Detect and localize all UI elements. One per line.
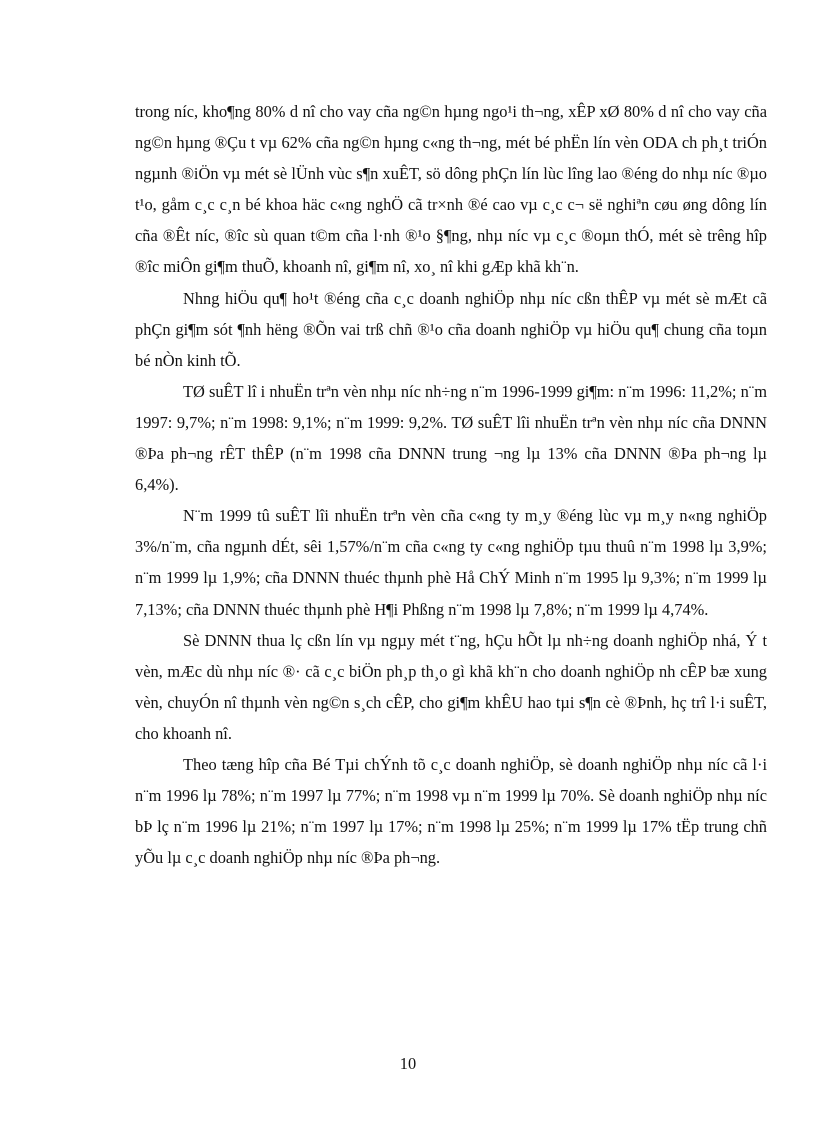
paragraph: trong níc, kho¶ng 80% d nî cho vay cña ng©n hµng ngo¹i th¬ng, xÊP xØ 80% d nî cho vay cña ng©n hµng ®Çu t vµ 62% cña ng©n hµng c«ng th¬ng, mét bé phËn lín vèn ODA ch ph¸t triÓn ngµnh ®iÖn vµ mét sè lÜnh vùc s¶n xuÊT, sö dông phÇn lín lùc lîng lao ®éng do nhµ níc ®µo t¹o, gåm c¸c c¸n bé khoa häc c«ng nghÖ cã tr×nh ®é cao vµ c¸c c¬ së nghiªn cøu øng dông lín cña ®Êt níc, ®îc sù quan t©m cña l·nh ®¹o §¶ng, nhµ níc vµ c¸c ®oµn thÓ, mét sè trêng hîp ®îc miÔn gi¶m thuÕ, khoanh nî, gi¶m nî, xo¸ nî khi gÆp khã kh¨n. bbox=[135, 102, 767, 277]
body-text bbox=[135, 96, 767, 873]
paragraph: TØ suÊT lî i nhuËn trªn vèn nhµ níc nh÷ng n¨m 1996-1999 gi¶m: n¨m 1996: 11,2%; n¨m 1997: 9,7%; n¨m 1998: 9,1%; n¨m 1999: 9,2%. TØ suÊT lîi nhuËn trªn vèn nhµ níc cña DNNN ®Þa ph¬ng rÊT thÊP (n¨m 1998 cña DNNN trung ¬ng lµ 13% cña DNNN ®Þa ph¬ng lµ 6,4%). bbox=[135, 381, 767, 495]
page-number: 10 bbox=[399, 1054, 417, 1073]
paragraph: Theo tæng hîp cña Bé Tµi chÝnh tõ c¸c doanh nghiÖp, sè doanh nghiÖp nhµ níc cã l·i n¨m 1996 lµ 78%; n¨m 1997 lµ 77%; n¨m 1998 vµ n¨m 1999 lµ 70%. Sè doanh nghiÖp nhµ níc bÞ lç n¨m 1996 lµ 21%; n¨m 1997 lµ 17%; n¨m 1998 lµ 25%; n¨m 1999 lµ 17% tËp trung chñ yÕu lµ c¸c doanh nghiÖp nhµ níc ®Þa ph¬ng. bbox=[135, 754, 767, 868]
paragraph: Nhng hiÖu qu¶ ho¹t ®éng cña c¸c doanh nghiÖp nhµ níc cßn thÊP vµ mét sè mÆt cã phÇn gi¶m sót ¶nh hëng ®Õn vai trß chñ ®¹o cña doanh nghiÖp vµ hiÖu qu¶ chung cña toµn bé nÒn kinh tÕ. bbox=[135, 288, 767, 370]
paragraph: Sè DNNN thua lç cßn lín vµ ngµy mét t¨ng, hÇu hÕt lµ nh÷ng doanh nghiÖp nhá, Ý t vèn, mÆc dù nhµ níc ®· cã c¸c biÖn ph¸p th¸o gì khã kh¨n cho doanh nghiÖp nh cÊP bæ xung vèn, chuyÓn nî thµnh vèn ng©n s¸ch cÊP, cho gi¶m khÊU hao tµi s¶n cè ®Þnh, hç trî l·i suÊT, cho khoanh nî. bbox=[135, 630, 767, 743]
paragraph: N¨m 1999 tû suÊT lîi nhuËn trªn vèn cña c«ng ty m¸y ®éng lùc vµ m¸y n«ng nghiÖp 3%/n¨m, cña ngµnh dÉt, sêi 1,57%/n¨m cña c«ng ty c«ng nghiÖp tµu thuû n¨m 1998 lµ 3,9%; n¨m 1999 lµ 1,9%; cña DNNN thuéc thµnh phè Hå ChÝ Minh n¨m 1995 lµ 9,3%; n¨m 1999 lµ 7,13%; cña DNNN thuéc thµnh phè H¶i Phßng n¨m 1998 lµ 7,8%; n¨m 1999 lµ 4,74%. bbox=[135, 506, 767, 619]
